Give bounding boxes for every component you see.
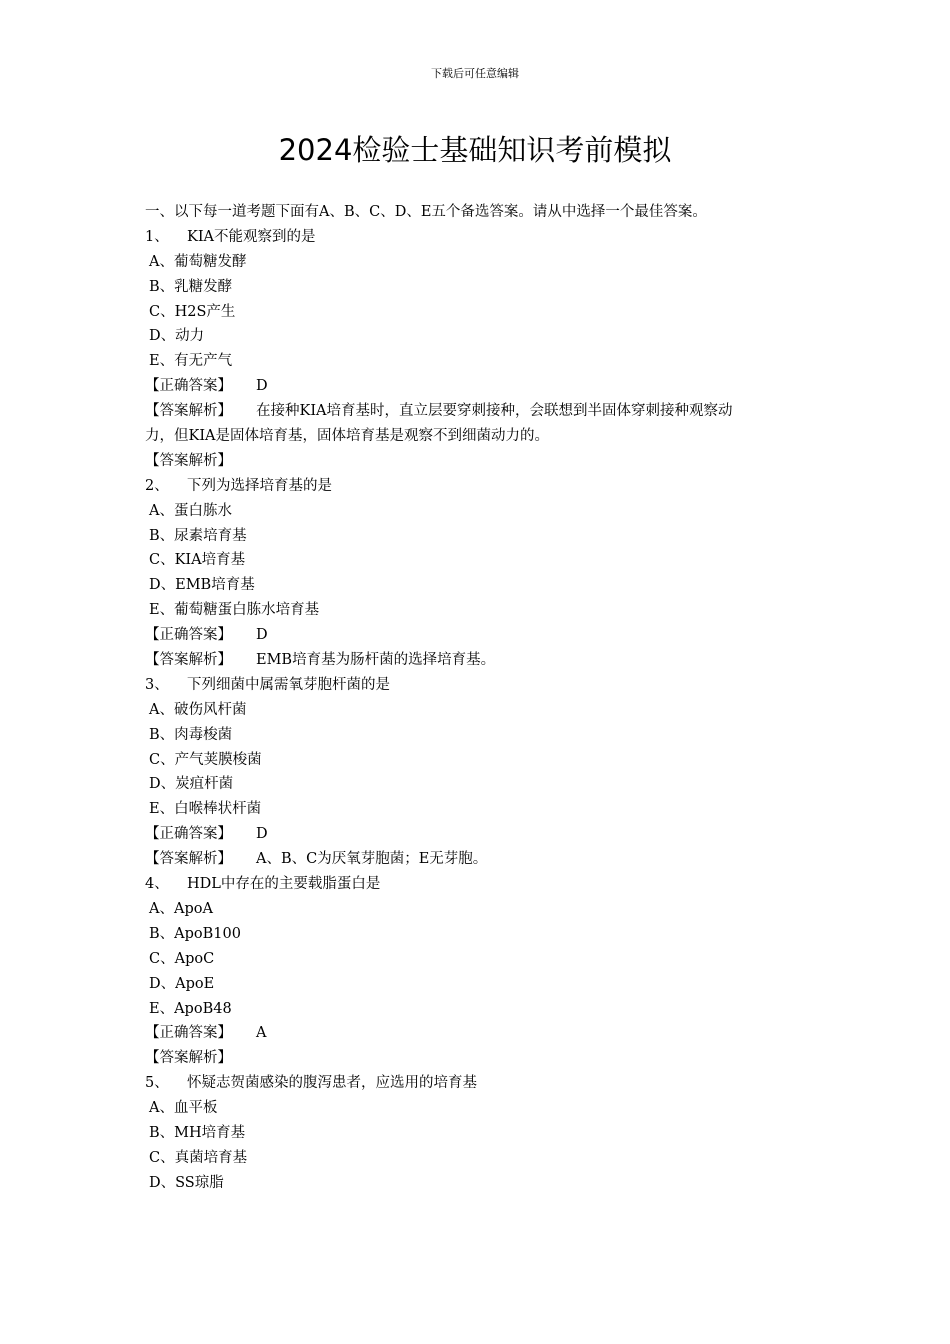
analysis-label: 【答案解析】	[145, 1050, 232, 1067]
correct-answer-value: D	[256, 826, 268, 843]
question-3-option-a: A、破伤风杆菌	[149, 701, 247, 718]
question-1-stem	[145, 225, 805, 250]
question-3-analysis	[145, 847, 805, 872]
question-4-option-a: A、ApoA	[149, 900, 213, 917]
question-4-option-d: D、ApoE	[149, 975, 215, 992]
question-4-analysis	[145, 1046, 805, 1071]
question-3-answer	[145, 822, 805, 847]
question-3-stem	[145, 673, 805, 698]
question-4-option-b: B、ApoB100	[149, 925, 241, 942]
analysis-text: 在接种KIA培育基时，直立层要穿刺接种，会联想到半固体穿刺接种观察动	[256, 403, 733, 420]
analysis-label: 【答案解析】	[145, 851, 232, 868]
question-5-option-c: C、真菌培育基	[149, 1149, 248, 1166]
question-text: 怀疑志贺菌感染的腹泻患者，应选用的培育基	[187, 1075, 477, 1092]
question-3-option-c: C、产气荚膜梭菌	[149, 751, 262, 768]
correct-answer-label: 【正确答案】	[145, 1025, 232, 1042]
question-5-option-a: A、血平板	[149, 1100, 218, 1117]
analysis-text: EMB培育基为肠杆菌的选择培育基。	[256, 652, 496, 669]
question-1-option-a: A、葡萄糖发酵	[149, 253, 247, 270]
question-2-analysis	[145, 648, 805, 673]
question-1-answer	[145, 374, 805, 399]
question-1-option-b: B、乳糖发酵	[149, 278, 233, 295]
question-2-option-c: C、KIA培育基	[149, 552, 246, 569]
question-3-option-b: B、肉毒梭菌	[149, 726, 233, 743]
question-number: 1、	[145, 228, 169, 245]
question-5-option-b: B、MH培育基	[149, 1124, 246, 1141]
correct-answer-label: 【正确答案】	[145, 378, 232, 395]
analysis-label: 【答案解析】	[145, 452, 232, 469]
correct-answer-value: D	[256, 627, 268, 644]
question-number: 3、	[145, 676, 169, 693]
question-4-option-c: C、ApoC	[149, 950, 215, 967]
question-text: HDL中存在的主要载脂蛋白是	[187, 876, 381, 893]
document-body	[145, 200, 805, 1196]
question-2-answer	[145, 623, 805, 648]
question-text: KIA不能观察到的是	[187, 228, 316, 245]
question-1-analysis-continued: 力，但KIA是固体培育基，固体培育基是观察不到细菌动力的。	[145, 428, 550, 445]
question-2-option-b: B、尿素培育基	[149, 527, 247, 544]
correct-answer-label: 【正确答案】	[145, 627, 232, 644]
question-3-option-d: D、炭疽杆菌	[149, 776, 234, 793]
question-4-option-e: E、ApoB48	[149, 1000, 232, 1017]
question-number: 2、	[145, 477, 169, 494]
question-5-option-d: D、SS琼脂	[149, 1174, 224, 1191]
correct-answer-label: 【正确答案】	[145, 826, 232, 843]
question-1-option-c: C、H2S产生	[149, 303, 236, 320]
instruction-text: 一、以下每一道考题下面有A、B、C、D、E五个备选答案。请从中选择一个最佳答案。	[145, 204, 707, 220]
question-1-option-e: E、有无产气	[149, 353, 233, 370]
analysis-text: A、B、C为厌氧芽胞菌；E无芽胞。	[256, 851, 488, 868]
analysis-label: 【答案解析】	[145, 652, 232, 669]
question-1-option-d: D、动力	[149, 328, 205, 345]
question-3-option-e: E、白喉棒状杆菌	[149, 801, 262, 818]
question-text: 下列细菌中属需氧芽胞杆菌的是	[187, 676, 390, 693]
question-1-analysis	[145, 399, 805, 424]
question-2-stem	[145, 474, 805, 499]
question-number: 4、	[145, 876, 169, 893]
question-text: 下列为选择培育基的是	[187, 477, 332, 494]
correct-answer-value: A	[256, 1025, 267, 1042]
question-2-option-a: A、蛋白胨水	[149, 502, 232, 519]
correct-answer-value: D	[256, 378, 268, 395]
question-4-stem	[145, 872, 805, 897]
document-title: 2024检验士基础知识考前模拟	[278, 133, 672, 167]
analysis-label: 【答案解析】	[145, 403, 232, 420]
question-2-option-d: D、EMB培育基	[149, 577, 255, 594]
question-2-option-e: E、葡萄糖蛋白胨水培育基	[149, 602, 320, 619]
question-number: 5、	[145, 1075, 169, 1092]
page-header-note: 下载后可任意编辑	[431, 67, 519, 80]
question-5-stem	[145, 1071, 805, 1096]
question-1-analysis-extra	[145, 449, 805, 474]
question-4-answer	[145, 1021, 805, 1046]
